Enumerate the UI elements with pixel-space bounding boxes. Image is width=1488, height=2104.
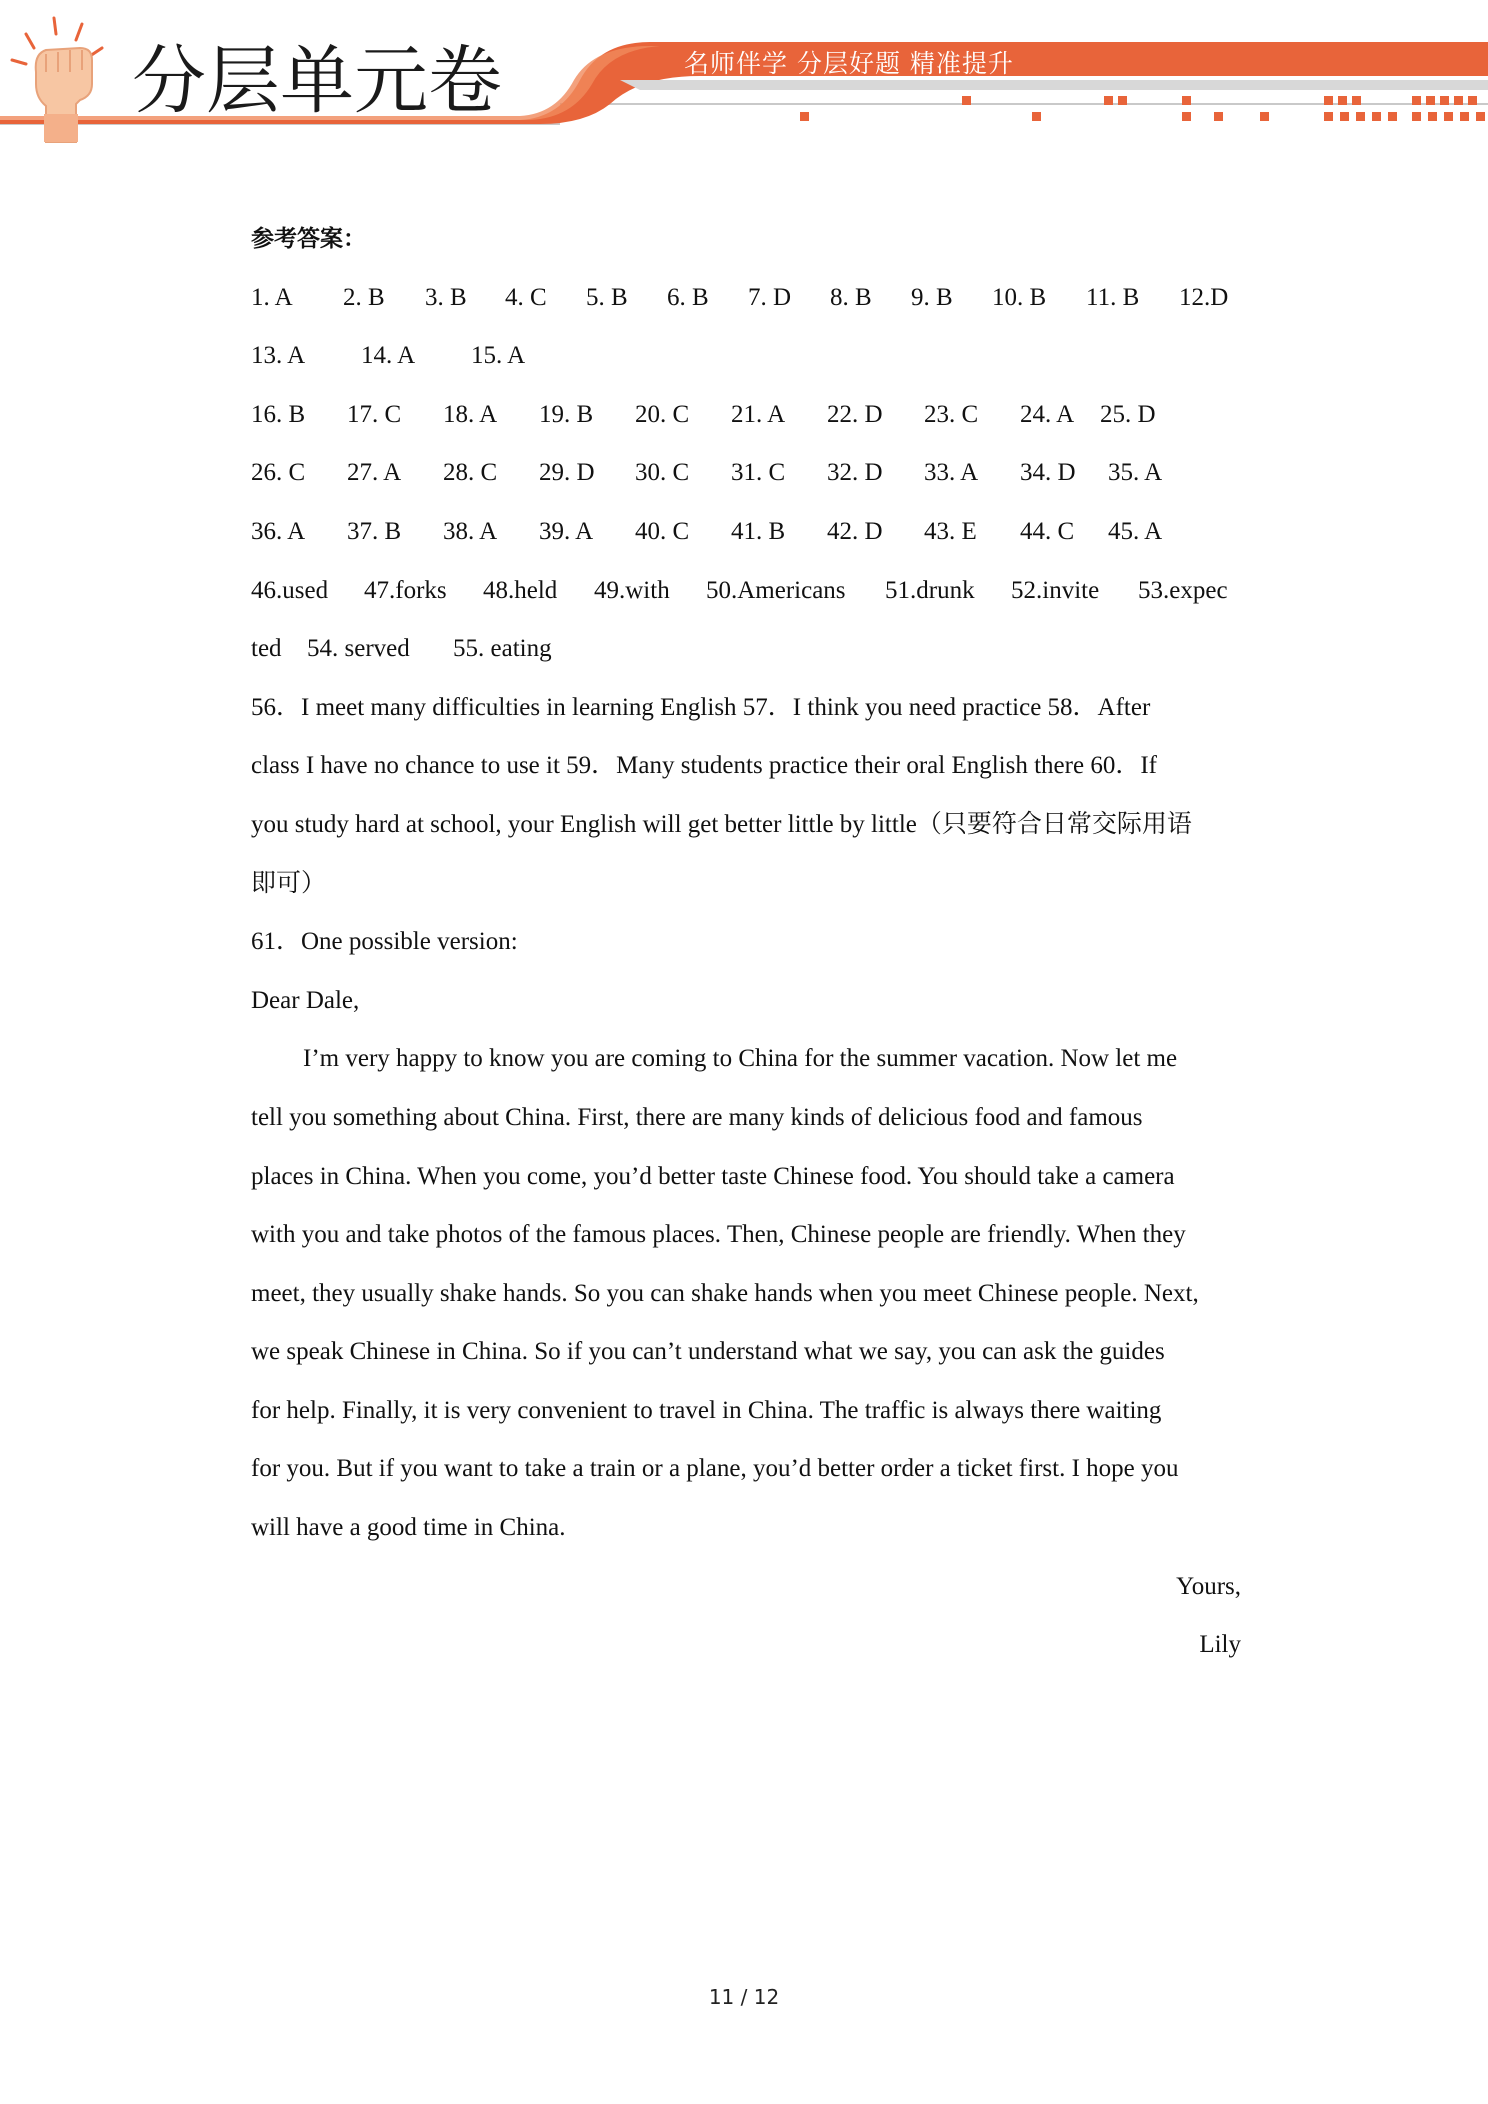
answer-item: 12.D: [1179, 283, 1229, 311]
answer-item: 13. A: [251, 342, 306, 370]
answer-item: 17. C: [347, 400, 402, 428]
answer-item: 42. D: [827, 517, 883, 545]
answer-row: [251, 269, 1246, 328]
answer-key: [251, 210, 1246, 1675]
essay-line: meet, they usually shake hands. So you can shake hands when you meet Chinese people. Next,: [251, 1279, 1199, 1307]
answer-row: [251, 503, 1246, 562]
answer-item: 41. B: [731, 517, 786, 545]
answer-item: 45. A: [1108, 517, 1163, 545]
answer-item: 36. A: [251, 517, 306, 545]
answer-row: [251, 327, 1246, 386]
header-slogan: 名师伴学 分层好题 精准提升: [684, 49, 1014, 78]
answer-row: [251, 620, 1246, 679]
answer-item: 3. B: [425, 283, 467, 311]
answer-item: ted: [251, 635, 282, 663]
essay-line: for help. Finally, it is very convenient to travel in China. The traffic is always there waiting: [251, 1396, 1162, 1424]
answer-item: 18. A: [443, 400, 498, 428]
answer-item: 50.Americans: [706, 576, 846, 604]
answer-key-heading: 参考答案：: [251, 226, 366, 252]
essay-closing: Yours,: [1176, 1572, 1241, 1600]
answer-item: 7. D: [748, 283, 792, 311]
essay-intro: 61．One possible version:: [251, 928, 518, 956]
answer-item: 21. A: [731, 400, 786, 428]
answer-item: 55. eating: [453, 635, 552, 663]
answer-item: 49.with: [594, 576, 670, 604]
answer-item: 44. C: [1020, 517, 1075, 545]
essay-signature: Lily: [1199, 1631, 1241, 1659]
essay-line: I’m very happy to know you are coming to China for the summer vacation. Now let me: [303, 1045, 1178, 1073]
answer-item: 47.forks: [364, 576, 447, 604]
answer-item: 26. C: [251, 459, 306, 487]
answer-item: 5. B: [586, 283, 628, 311]
answer-item: 14. A: [361, 342, 416, 370]
answer-item: 4. C: [505, 283, 547, 311]
fist-icon: [6, 14, 116, 144]
sentence-answer-line: class I have no chance to use it 59．Many students practice their oral English there 60．If: [251, 752, 1157, 780]
answer-item: 1. A: [251, 283, 293, 311]
answer-item: 25. D: [1100, 400, 1156, 428]
answer-item: 29. D: [539, 459, 595, 487]
answer-item: 53.expec: [1138, 576, 1228, 604]
essay-line: with you and take photos of the famous places. Then, Chinese people are friendly. When they: [251, 1221, 1186, 1249]
answer-row: [251, 444, 1246, 503]
answer-item: 39. A: [539, 517, 594, 545]
essay-line: we speak Chinese in China. So if you can’t understand what we say, you can ask the guides: [251, 1338, 1165, 1366]
answer-item: 6. B: [667, 283, 709, 311]
answer-item: 8. B: [830, 283, 872, 311]
answer-item: 54. served: [307, 635, 410, 663]
answer-item: 35. A: [1108, 459, 1163, 487]
answer-item: 23. C: [924, 400, 979, 428]
answer-item: 31. C: [731, 459, 786, 487]
answer-item: 24. A: [1020, 400, 1075, 428]
answer-item: 37. B: [347, 517, 402, 545]
page-number: 11 / 12: [708, 1985, 780, 2009]
sentence-answer-line: 56．I meet many difficulties in learning English 57．I think you need practice 58．After: [251, 693, 1151, 721]
answer-row: [251, 562, 1246, 621]
answer-item: 32. D: [827, 459, 883, 487]
answer-item: 43. E: [924, 517, 977, 545]
answer-item: 28. C: [443, 459, 498, 487]
essay-greeting: Dear Dale,: [251, 986, 360, 1014]
answer-row: [251, 386, 1246, 445]
answer-item: 16. B: [251, 400, 306, 428]
answer-item: 30. C: [635, 459, 690, 487]
answer-item: 33. A: [924, 459, 979, 487]
essay-line: places in China. When you come, you’d better taste Chinese food. You should take a camera: [251, 1162, 1175, 1190]
essay-line: will have a good time in China.: [251, 1514, 566, 1542]
answer-item: 52.invite: [1011, 576, 1100, 604]
sentence-answer-line: you study hard at school, your English will get better little by little（只要符合日常交际用语: [251, 810, 1192, 838]
answer-item: 22. D: [827, 400, 883, 428]
sentence-answer-line: 即可）: [251, 869, 327, 897]
answer-item: 19. B: [539, 400, 594, 428]
answer-item: 34. D: [1020, 459, 1076, 487]
essay-line: for you. But if you want to take a train or a plane, you’d better order a ticket first. I hope you: [251, 1455, 1179, 1483]
answer-item: 40. C: [635, 517, 690, 545]
answer-item: 48.held: [483, 576, 558, 604]
page-header: [0, 0, 1488, 150]
answer-item: 46.used: [251, 576, 329, 604]
answer-item: 10. B: [992, 283, 1047, 311]
answer-item: 27. A: [347, 459, 402, 487]
answer-item: 11. B: [1086, 283, 1140, 311]
answer-item: 9. B: [911, 283, 953, 311]
answer-item: 38. A: [443, 517, 498, 545]
essay-line: tell you something about China. First, there are many kinds of delicious food and famous: [251, 1103, 1143, 1131]
answer-item: 51.drunk: [885, 576, 975, 604]
brand-title: 分层单元卷: [132, 38, 502, 124]
answer-item: 2. B: [343, 283, 385, 311]
answer-item: 15. A: [471, 342, 526, 370]
answer-item: 20. C: [635, 400, 690, 428]
